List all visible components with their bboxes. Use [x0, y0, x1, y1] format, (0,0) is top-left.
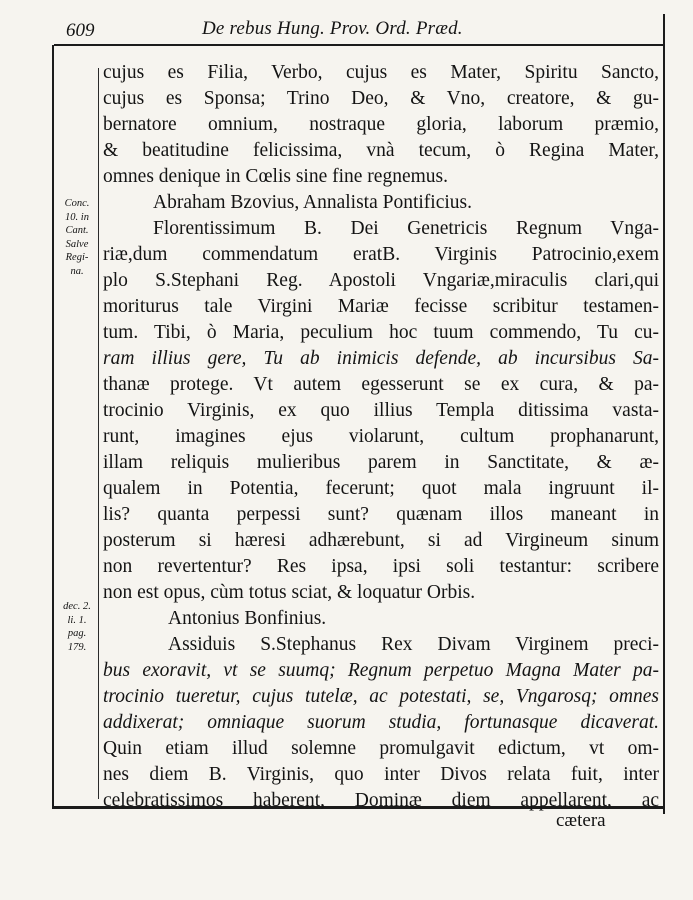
author-heading: Abraham Bzovius, Annalista Pontificius. — [153, 192, 473, 213]
text-line: cujus es Sponsa; Trino Deo, & Vno, creatore, & gu- — [103, 88, 659, 109]
margin-note-line: Cant. — [65, 225, 89, 236]
margin-note-line: 179. — [67, 641, 87, 653]
left-frame-rule — [52, 45, 54, 807]
text-line: trocinio Virginis, ex quo illius Templa ditissima vasta- — [103, 400, 659, 421]
text-line: thanæ protege. Vt autem egesserunt se ex cura, & pa- — [103, 374, 659, 395]
text-line: tum. Tibi, ò Maria, peculium hoc tuum commendo, Tu cu- — [103, 322, 659, 343]
text-line: posterum si hæresi adhærebunt, si ad Virgineum sinum — [103, 530, 659, 551]
text-line: runt, imagines ejus violarunt, cultum prophanarunt, — [103, 426, 659, 447]
text-line: riæ,dum commendatum eratB. Virginis Patrocinio,exem — [103, 244, 659, 265]
margin-column-rule — [98, 68, 99, 799]
margin-note-line: Conc. — [64, 198, 90, 209]
text-line: moriturus tale Virgini Mariæ fecisse scribitur testamen- — [103, 296, 659, 317]
margin-note-line: li. 1. — [67, 614, 87, 626]
catchword: cætera — [556, 810, 606, 831]
margin-note-dec — [58, 600, 96, 654]
text-line: trocinio tueretur, cujus tutelæ, ac potestati, se, Vngarosq; omnes — [103, 686, 659, 707]
text-line: qualem in Potentia, fecerunt; quot mala ingruunt il- — [103, 478, 659, 499]
body-text — [103, 60, 659, 814]
text-line: illam reliquis mulieribus parem in Sanctitate, & æ- — [103, 452, 659, 473]
text-line: & beatitudine felicissima, vnà tecum, ò Regina Mater, — [103, 140, 659, 161]
text-line: omnes denique in Cœlis sine fine regnemus. — [103, 166, 448, 187]
margin-note-line: na. — [70, 265, 84, 277]
running-head: De rebus Hung. Prov. Ord. Præd. — [202, 18, 463, 39]
text-line: Florentissimum B. Dei Genetricis Regnum Vnga- — [153, 218, 659, 239]
text-line: ram illius gere, Tu ab inimicis defende, ab incursibus Sa- — [103, 348, 659, 369]
page-number: 609 — [66, 20, 95, 41]
text-line: bernatore omnium, nostraque gloria, laborum præmio, — [103, 114, 659, 135]
margin-note-line: dec. 2. — [63, 601, 91, 612]
header-rule — [54, 44, 663, 46]
margin-note-line: Regi- — [65, 252, 89, 263]
right-frame-rule — [663, 14, 665, 814]
text-line: bus exoravit, vt se suumq; Regnum perpetuo Magna Mater pa- — [103, 660, 659, 681]
text-line: celebratissimos haberent, Dominæ diem appellarent, ac — [103, 790, 659, 811]
text-line: nes diem B. Virginis, quo inter Divos relata fuit, inter — [103, 764, 659, 785]
text-line: addixerat; omniaque suorum studia, fortunasque dicaverat. — [103, 712, 659, 733]
text-line: Quin etiam illud solemne promulgavit edictum, vt om- — [103, 738, 659, 759]
text-line: non est opus, cùm totus sciat, & loquatur Orbis. — [103, 582, 476, 603]
author-heading: Antonius Bonfinius. — [168, 608, 327, 629]
text-line: Assiduis S.Stephanus Rex Divam Virginem preci- — [168, 634, 659, 655]
margin-note-line: pag. — [67, 628, 87, 639]
margin-note-conc — [58, 197, 96, 278]
margin-note-line: Salve — [65, 238, 89, 250]
margin-note-line: 10. in — [65, 211, 89, 223]
text-line: non revertentur? Res ipsa, ipsi soli testantur: scribere — [103, 556, 659, 577]
text-line: plo S.Stephani Reg. Apostoli Vngariæ,miraculis clari,qui — [103, 270, 659, 291]
text-line: cujus es Filia, Verbo, cujus es Mater, Spiritu Sancto, — [103, 62, 659, 83]
text-line: lis? quanta perpessi sunt? quænam illos maneant in — [103, 504, 659, 525]
